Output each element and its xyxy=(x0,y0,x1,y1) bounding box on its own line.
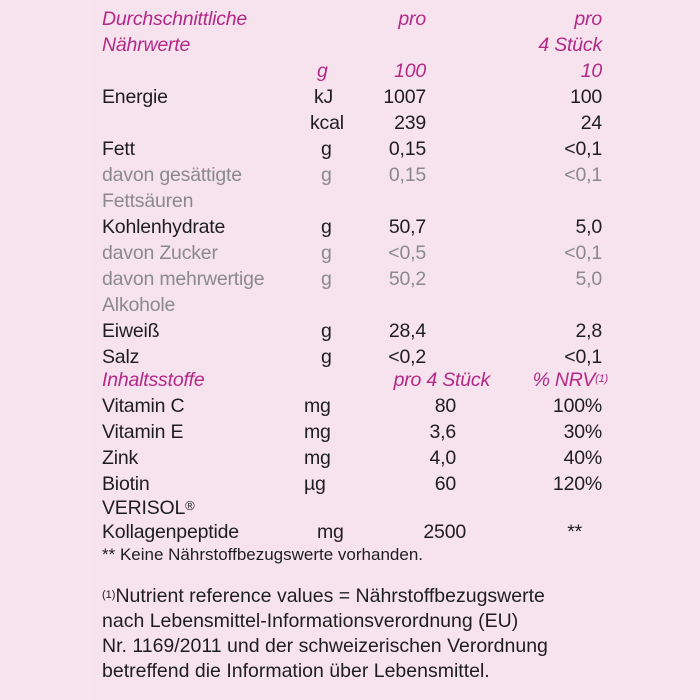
nutrient-name: Salz xyxy=(102,346,140,368)
ingredient-unit: µg xyxy=(304,473,326,495)
table-row xyxy=(92,188,616,214)
nutrient-per-100: 28,4 xyxy=(388,320,426,342)
nutrient-name: Fettsäuren xyxy=(102,190,194,212)
verisol-nrv: ** xyxy=(567,521,582,543)
verisol-brand xyxy=(102,495,195,521)
ingredient-amount: 3,6 xyxy=(429,421,456,443)
table-row xyxy=(92,318,616,344)
col-100-header: pro xyxy=(398,8,426,30)
ingredient-amount: 80 xyxy=(434,395,456,417)
verisol-name: Kollagenpeptide xyxy=(102,521,239,543)
nutrient-per-portion: <0,1 xyxy=(564,346,602,368)
nutrient-per-portion: 24 xyxy=(580,112,602,134)
table-row xyxy=(92,214,616,240)
ingredients-nrv-header xyxy=(533,367,608,393)
ingredient-name: Vitamin C xyxy=(102,395,185,417)
nutrient-per-100: 50,2 xyxy=(388,268,426,290)
ingredient-name: Biotin xyxy=(102,473,150,495)
nutrient-name: Energie xyxy=(102,86,168,108)
nutrient-per-portion: <0,1 xyxy=(564,164,602,186)
nutrient-unit: g xyxy=(321,268,332,290)
col-portion-header: pro xyxy=(574,8,602,30)
header-row-3 xyxy=(92,58,616,84)
nutrient-per-100: 1007 xyxy=(383,86,426,108)
ingredients-portion-header: pro 4 Stück xyxy=(393,369,490,391)
table-row xyxy=(92,471,616,497)
ingredient-name: Zink xyxy=(102,447,139,469)
table-row xyxy=(92,445,616,471)
col-100-value: 100 xyxy=(394,60,426,82)
ingredient-nrv: 120% xyxy=(552,473,602,495)
nutrient-per-100: 0,15 xyxy=(388,138,426,160)
nutrient-per-100: 0,15 xyxy=(388,164,426,186)
table-title-line1: Durchschnittliche xyxy=(102,8,248,30)
ingredient-nrv: 40% xyxy=(563,447,602,469)
footer-footnote-mark: (1) xyxy=(102,589,116,601)
ingredients-header-row xyxy=(92,367,616,393)
footer-line-1-text: Nutrient reference values = Nährstoffbezugswerte xyxy=(115,585,545,607)
nutrient-per-portion: <0,1 xyxy=(564,242,602,264)
header-row-2 xyxy=(92,32,616,58)
verisol-brand-name: VERISOL xyxy=(102,497,186,519)
ingredient-unit: mg xyxy=(304,395,331,417)
nutrient-per-portion: 5,0 xyxy=(575,268,602,290)
nutrient-per-portion: 2,8 xyxy=(575,320,602,342)
table-row xyxy=(92,292,616,318)
nutrient-name: Eiweiß xyxy=(102,320,160,342)
verisol-brand-row xyxy=(92,495,616,521)
table-row xyxy=(92,136,616,162)
table-row xyxy=(92,84,616,110)
nrv-label: % NRV xyxy=(532,369,596,391)
header-row-1 xyxy=(92,6,616,32)
nutrient-per-100: 50,7 xyxy=(388,216,426,238)
unit-header: g xyxy=(317,60,328,82)
nutrient-per-portion: <0,1 xyxy=(564,138,602,160)
nutrient-unit: g xyxy=(321,346,332,368)
ingredient-amount: 60 xyxy=(434,473,456,495)
table-row xyxy=(92,266,616,292)
ingredients-header-label: Inhaltsstoffe xyxy=(102,369,205,391)
ingredient-name: Vitamin E xyxy=(102,421,184,443)
nutrient-unit: g xyxy=(321,138,332,160)
nutrient-unit: g xyxy=(321,164,332,186)
nutrient-unit: g xyxy=(321,320,332,342)
nutrient-per-portion: 5,0 xyxy=(575,216,602,238)
nutrient-per-100: <0,2 xyxy=(388,346,426,368)
nutrient-per-portion: 100 xyxy=(570,86,602,108)
nutrient-unit: g xyxy=(321,216,332,238)
nutrient-name: davon gesättigte xyxy=(102,164,242,186)
table-title-line2: Nährwerte xyxy=(102,34,191,56)
nutrient-name: davon Zucker xyxy=(102,242,218,264)
footer-line-2: nach Lebensmittel-Informationsverordnung (EU) xyxy=(102,610,519,632)
footer-line-1 xyxy=(102,584,548,609)
col-portion-value: 10 xyxy=(580,60,602,82)
verisol-amount: 2500 xyxy=(423,521,466,543)
nutrient-unit: kcal xyxy=(310,112,344,134)
nutrient-unit: kJ xyxy=(314,86,334,108)
ingredient-unit: mg xyxy=(304,421,331,443)
nrv-footnote-mark: (1) xyxy=(595,373,608,385)
nutrient-name: Alkohole xyxy=(102,294,176,316)
ingredient-amount: 4,0 xyxy=(429,447,456,469)
nutrient-per-100: 239 xyxy=(394,112,426,134)
table-row xyxy=(92,162,616,188)
nutrient-name: davon mehrwertige xyxy=(102,268,265,290)
footer-footnote xyxy=(102,584,548,684)
ingredient-nrv: 100% xyxy=(552,395,602,417)
footer-line-4: betreffend die Information über Lebensmittel. xyxy=(102,660,490,682)
col-portion-header-2: 4 Stück xyxy=(538,34,602,56)
table-row xyxy=(92,419,616,445)
footer-line-3: Nr. 1169/2011 und der schweizerischen Verordnung xyxy=(102,635,548,657)
nutrient-unit: g xyxy=(321,242,332,264)
verisol-row xyxy=(92,519,616,545)
nutrition-label-panel xyxy=(92,0,616,700)
ingredient-nrv: 30% xyxy=(563,421,602,443)
table-row xyxy=(92,240,616,266)
table-row xyxy=(92,393,616,419)
registered-mark: ® xyxy=(185,498,195,513)
footnote-no-nrv: ** Keine Nährstoffbezugswerte vorhanden. xyxy=(102,545,423,564)
ingredient-unit: mg xyxy=(304,447,331,469)
nutrient-per-100: <0,5 xyxy=(388,242,426,264)
verisol-unit: mg xyxy=(317,521,344,543)
nutrient-name: Fett xyxy=(102,138,135,160)
table-row xyxy=(92,110,616,136)
nutrient-name: Kohlenhydrate xyxy=(102,216,226,238)
